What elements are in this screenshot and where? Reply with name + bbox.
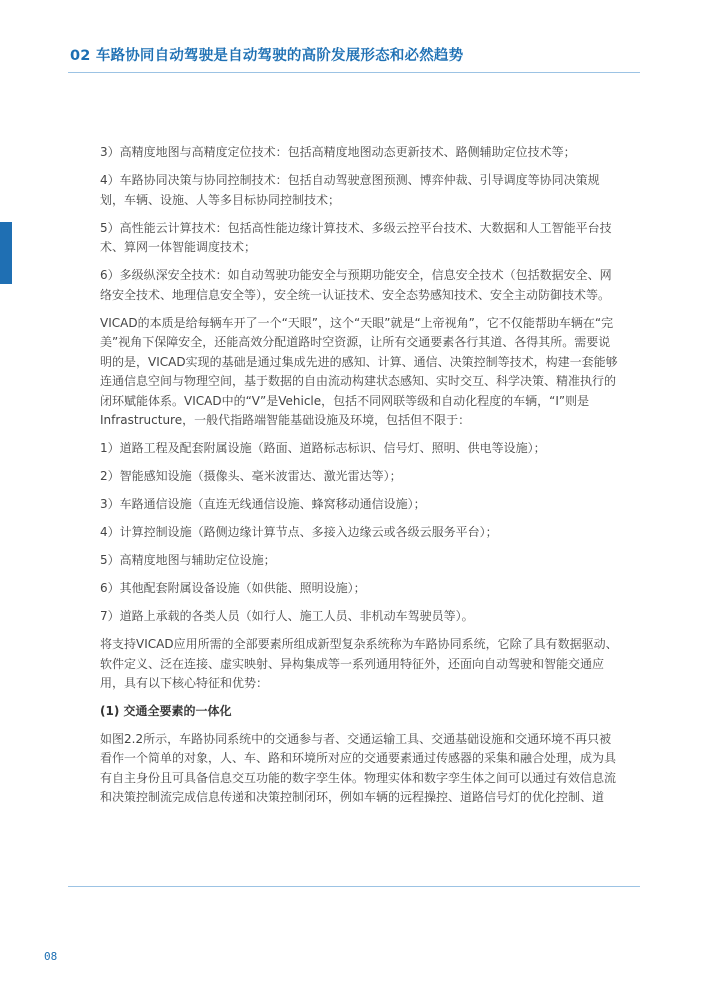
list-item-infra-6: 6）其他配套附属设备设施（如供能、照明设施）；	[100, 581, 366, 595]
system-definition-paragraph: 将支持VICAD应用所需的全部要素所组成新型复杂系统称为车路协同系统，它除了具有数据驱动、软件定义、泛在连接、虚实映射、异构集成等一系列通用特征外，还面向自动驾驶和智能交通应用，具有以下核心特征和优势：	[100, 637, 618, 690]
list-item-tech-4: 4）车路协同决策与协同控制技术：包括自动驾驶意图预测、博弈仲裁、引导调度等协同决策规划，车辆、设施、人等多目标协同控制技术；	[100, 173, 600, 207]
integration-paragraph: 如图2.2所示，车路协同系统中的交通参与者、交通运输工具、交通基础设施和交通环境不再只被看作一个简单的对象，人、车、路和环境所对应的交通要素通过传感器的采集和融合处理，成为具有自主身份且可具备信息交互功能的数字孪生体。物理实体和数字孪生体之间可以通过有效信息流和决策控制流完成信息传递和决策控制闭环，例如车辆的远程操控、道路信号灯的优化控制、道	[100, 731, 617, 804]
list-item-tech-6: 6）多级纵深安全技术：如自动驾驶功能安全与预期功能安全，信息安全技术（包括数据安全、网络安全技术、地理信息安全等），安全统一认证技术、安全态势感知技术、安全主动防御技术等。	[100, 268, 612, 302]
footer-divider	[68, 886, 640, 887]
list-item-tech-3: 3）高精度地图与高精度定位技术：包括高精度地图动态更新技术、路侧辅助定位技术等；	[100, 145, 576, 159]
vicad-essence-paragraph: VICAD的本质是给每辆车开了一个“天眼”，这个“天眼”就是“上帝视角”，它不仅能帮助车辆在“完美”视角下保障安全，还能高效分配道路时空资源，让所有交通要素各行其道、各得其所。需要说明的是，VICAD实现的基础是通过集成先进的感知、计算、通信、决策控制等技术，构建一套能够连通信息空间与物理空间，基于数据的自由流动构建状态感知、实时交互、科学决策、精准执行的闭环赋能体系。VICAD中的“V”是Vehicle，包括不同网联等级和自动化程度的车辆，“I”则是Infrastructure，一般代指路端智能基础设施及环境，包括但不限于：	[100, 315, 618, 427]
list-item-infra-1: 1）道路工程及配套附属设施（路面、道路标志标识、信号灯、照明、供电等设施）；	[100, 441, 546, 455]
list-item-infra-3: 3）车路通信设施（直连无线通信设施、蜂窝移动通信设施）；	[100, 497, 426, 511]
list-item-infra-5: 5）高精度地图与辅助定位设施；	[100, 553, 276, 567]
page-number: 08	[44, 950, 58, 963]
body-content	[100, 143, 620, 816]
subheading: (1) 交通全要素的一体化	[100, 704, 232, 718]
section-title: 02 车路协同自动驾驶是自动驾驶的高阶发展形态和必然趋势	[70, 48, 464, 64]
list-item-infra-4: 4）计算控制设施（路侧边缘计算节点、多接入边缘云或各级云服务平台）；	[100, 525, 498, 539]
list-item-infra-7: 7）道路上承载的各类人员（如行人、施工人员、非机动车驾驶员等）。	[100, 609, 474, 623]
list-item-tech-5: 5）高性能云计算技术：包括高性能边缘计算技术、多级云控平台技术、大数据和人工智能平台技术、算网一体智能调度技术；	[100, 220, 612, 254]
header-divider	[68, 72, 640, 73]
list-item-infra-2: 2）智能感知设施（摄像头、毫米波雷达、激光雷达等）；	[100, 469, 402, 483]
chapter-side-tab	[0, 222, 12, 284]
